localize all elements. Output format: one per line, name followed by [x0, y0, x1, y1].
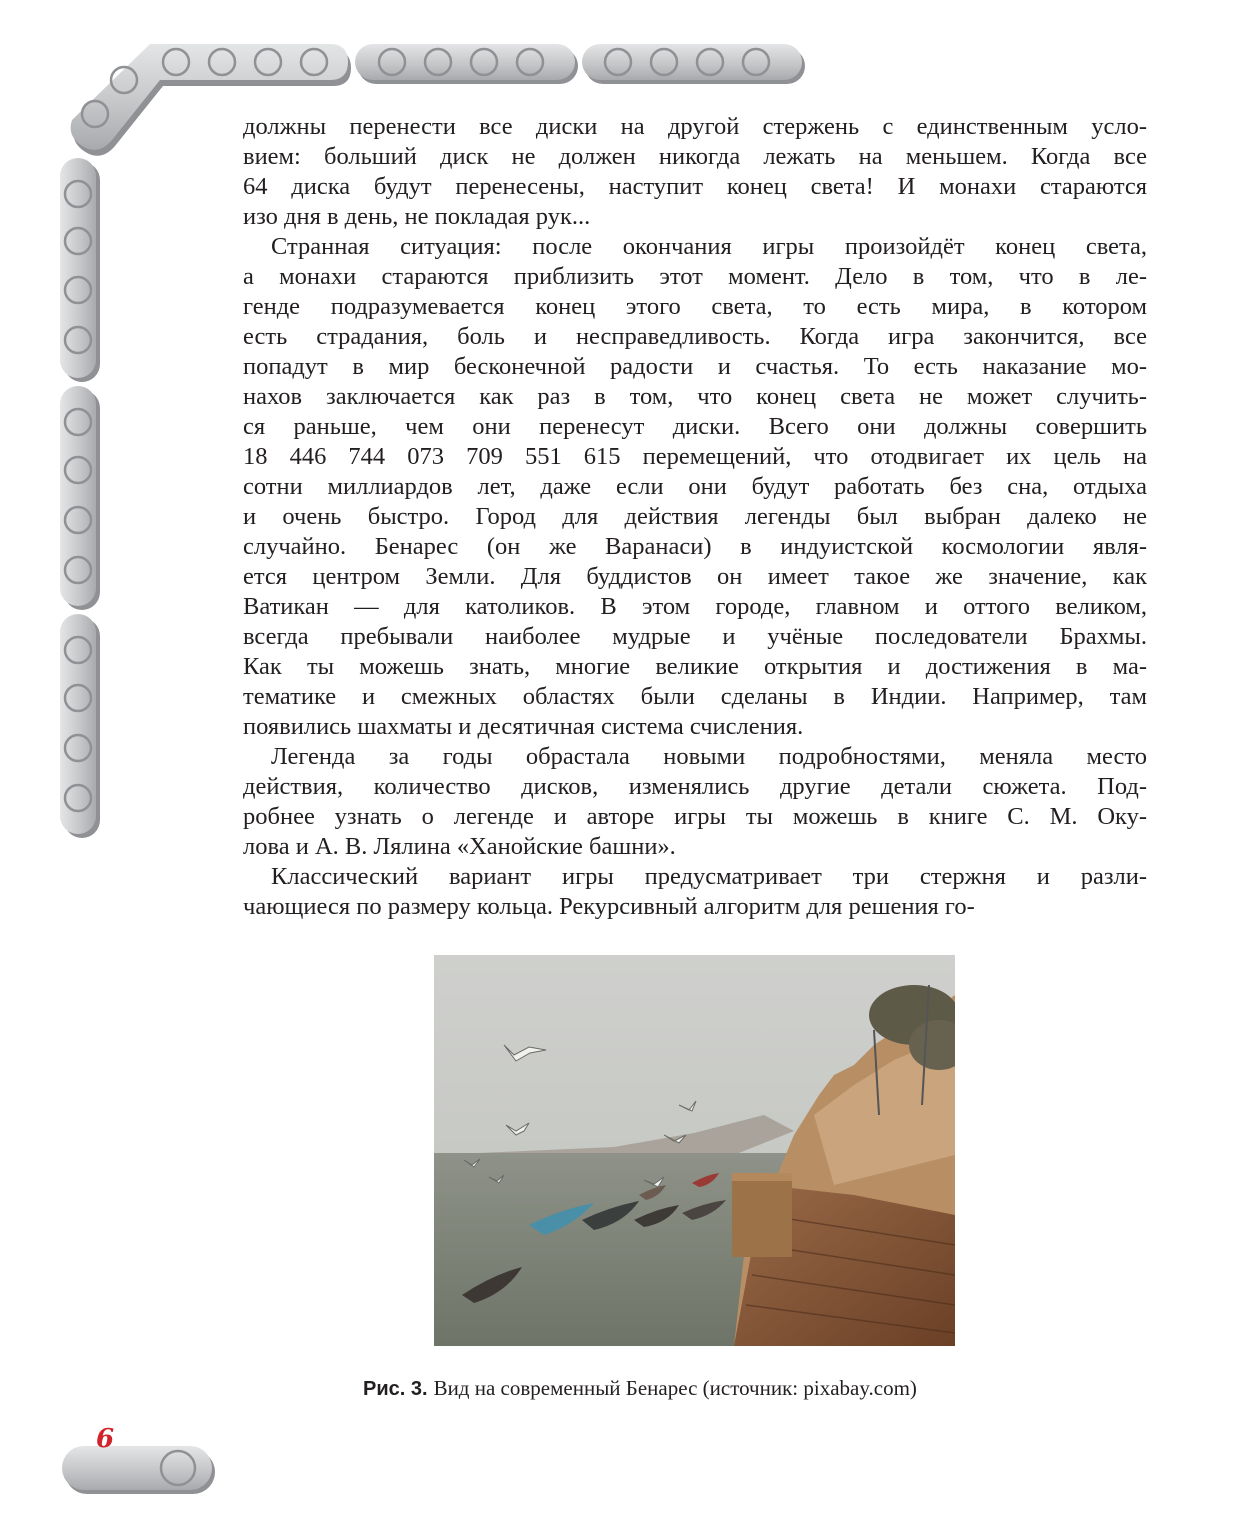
figure-label: Рис. 3.	[363, 1378, 428, 1400]
text-line: генде подразумевается конец этого света, то есть мира, в котором	[243, 293, 1147, 320]
text-line: вием: больший диск не должен никогда лежать на меньшем. Когда все	[243, 143, 1147, 170]
text-line: Странная ситуация: после окончания игры произойдёт конец света,	[271, 233, 1147, 260]
text-line: лова и А. В. Лялина «Ханойские башни».	[243, 833, 676, 860]
figure-caption-text: Вид на современный Бенарес (источник: pixabay.com)	[433, 1376, 917, 1400]
page-number-bar	[62, 1446, 215, 1494]
text-line: а монахи стараются приблизить этот момент. Дело в том, что в ле-	[243, 263, 1147, 290]
text-line: Ватикан — для католиков. В этом городе, главном и оттого великом,	[243, 593, 1147, 620]
text-line: ется центром Земли. Для буддистов он имеет такое же значение, как	[243, 563, 1147, 590]
text-line: ся раньше, чем они перенесут диски. Всего они должны совершить	[243, 413, 1147, 440]
text-line: Как ты можешь знать, многие великие открытия и достижения в ма-	[243, 653, 1147, 680]
text-line: тематике и смежных областях были сделаны в Индии. Например, там	[243, 683, 1147, 710]
text-line: случайно. Бенарес (он же Варанаси) в индуистской космологии явля-	[243, 533, 1147, 560]
text-line: нахов заключается как раз в том, что конец света не может случить-	[243, 383, 1147, 410]
benares-river-photo	[434, 955, 955, 1346]
body-text	[243, 112, 1147, 922]
paragraph	[243, 742, 1147, 862]
text-line: действия, количество дисков, изменялись другие детали сюжета. Под-	[243, 773, 1147, 800]
text-line: должны перенести все диски на другой стержень с единственным усло-	[243, 113, 1147, 140]
paragraph	[243, 232, 1147, 742]
figure-photo-benares	[434, 955, 955, 1346]
text-line: Легенда за годы обрастала новыми подробностями, меняла место	[271, 743, 1147, 770]
text-line: появились шахматы и десятичная система счисления.	[243, 713, 804, 740]
text-line: чающиеся по размеру кольца. Рекурсивный алгоритм для решения го-	[243, 893, 975, 920]
text-line: попадут в мир бесконечной радости и счастья. То есть наказание мо-	[243, 353, 1147, 380]
figure-caption	[363, 1376, 1063, 1401]
text-line: изо дня в день, не покладая рук...	[243, 203, 591, 230]
text-line: сотни миллиардов лет, даже если они будут работать без сна, отдыха	[243, 473, 1147, 500]
text-line: всегда пребывали наиболее мудрые и учёные последователи Брахмы.	[243, 623, 1147, 650]
text-line: Классический вариант игры предусматривает три стержня и разли-	[271, 863, 1147, 890]
text-line: робнее узнать о легенде и авторе игры ты можешь в книге С. М. Оку-	[243, 803, 1147, 830]
paragraph	[243, 862, 1147, 922]
paragraph	[243, 112, 1147, 232]
text-line: 64 диска будут перенесены, наступит конец света! И монахи стараются	[243, 173, 1147, 200]
text-line: и очень быстро. Город для действия легенды был выбран далеко не	[243, 503, 1147, 530]
text-line: есть страдания, боль и несправедливость. Когда игра закончится, все	[243, 323, 1147, 350]
text-line: 18 446 744 073 709 551 615 перемещений, что отодвигает их цель на	[243, 443, 1147, 470]
page-number: 6	[96, 1424, 115, 1454]
